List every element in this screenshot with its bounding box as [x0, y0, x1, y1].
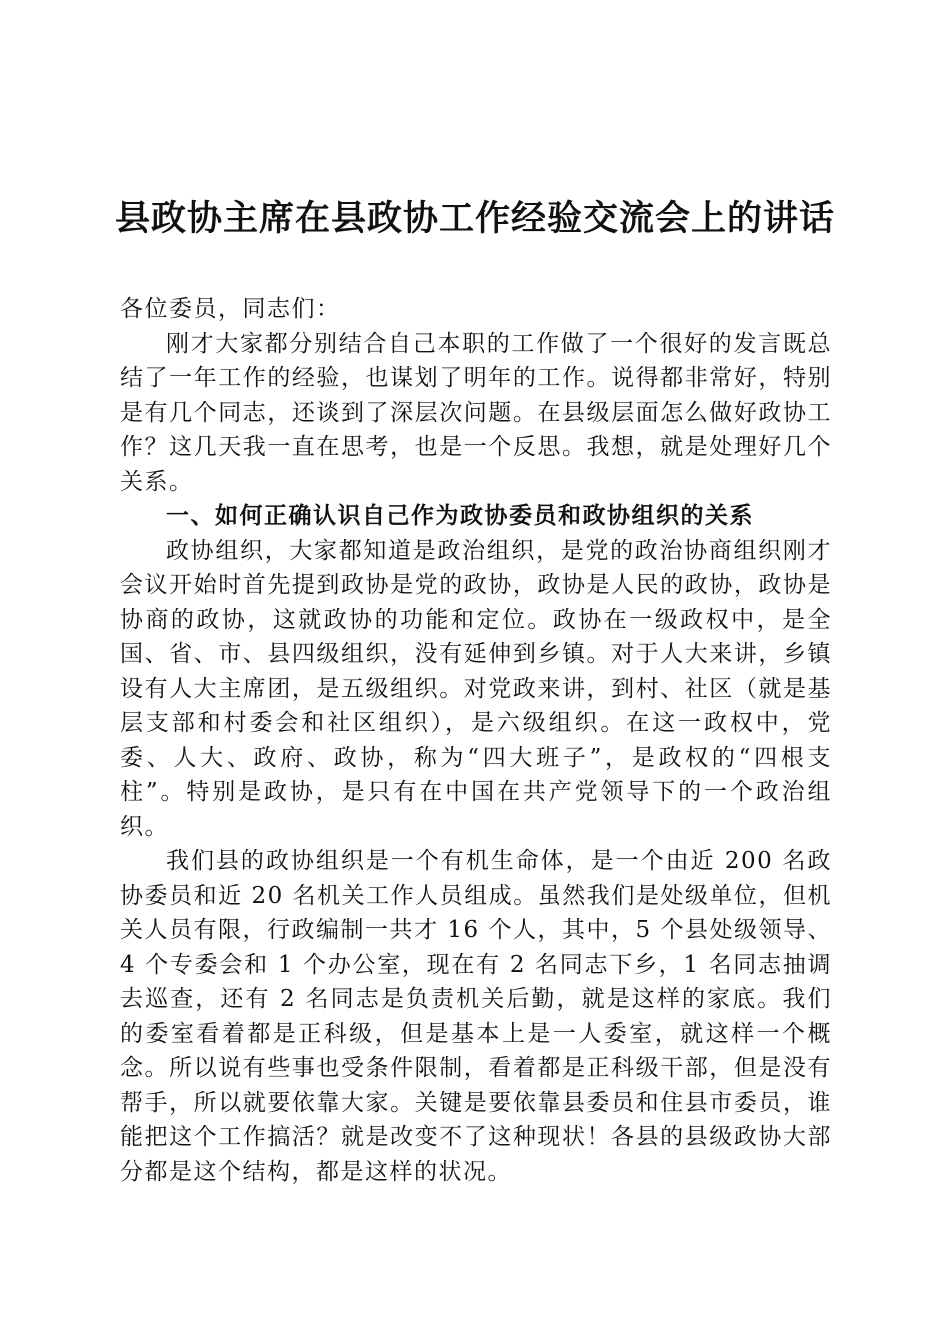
section-paragraph-2: 我们县的政协组织是一个有机生命体，是一个由近 200 名政协委员和近 20 名机关工作人员组成。虽然我们是处级单位，但机关人员有限，行政编制一共才 16 个人，其中，5 个县处级领导、4 个专委会和 1 个办公室，现在有 2 名同志下乡，1 名同志抽调去巡查，还有 2 名同志是负责机关后勤，就是这样的家底。我们的委室看着都是正科级，但是基本上是一人委室，就这样一个概念。所以说有些事也受条件限制，看着都是正科级干部，但是没有帮手，所以就要依靠大家。关键是要依靠县委员和住县市委员，谁能把这个工作搞活？就是改变不了这种现状！各县的县级政协大部分都是这个结构，都是这样的状况。 [120, 848, 832, 1185]
section-paragraph-1: 政协组织，大家都知道是政治组织，是党的政治协商组织刚才会议开始时首先提到政协是党的政协，政协是人民的政协，政协是协商的政协，这就政协的功能和定位。政协在一级政权中，是全国、省、市、县四级组织，没有延伸到乡镇。对于人大来讲，乡镇设有人大主席团，是五级组织。对党政来讲，到村、社区（就是基层支部和村委会和社区组织），是六级组织。在这一政权中，党委、人大、政府、政协，称为“四大班子”，是政权的“四根支柱”。特别是政协，是只有在中国在共产党领导下的一个政治组织。 [120, 537, 832, 840]
document-body [120, 292, 832, 1189]
section-heading: 一、如何正确认识自己作为政协委员和政协组织的关系 [166, 502, 754, 529]
document-title: 县政协主席在县政协工作经验交流会上的讲话 [114, 198, 835, 239]
salutation: 各位委员，同志们： [120, 296, 341, 322]
intro-paragraph: 刚才大家都分别结合自己本职的工作做了一个很好的发言既总结了一年工作的经验，也谋划了明年的工作。说得都非常好，特别是有几个同志，还谈到了深层次问题。在县级层面怎么做好政协工作？这几天我一直在思考，也是一个反思。我想，就是处理好几个关系。 [120, 330, 832, 495]
